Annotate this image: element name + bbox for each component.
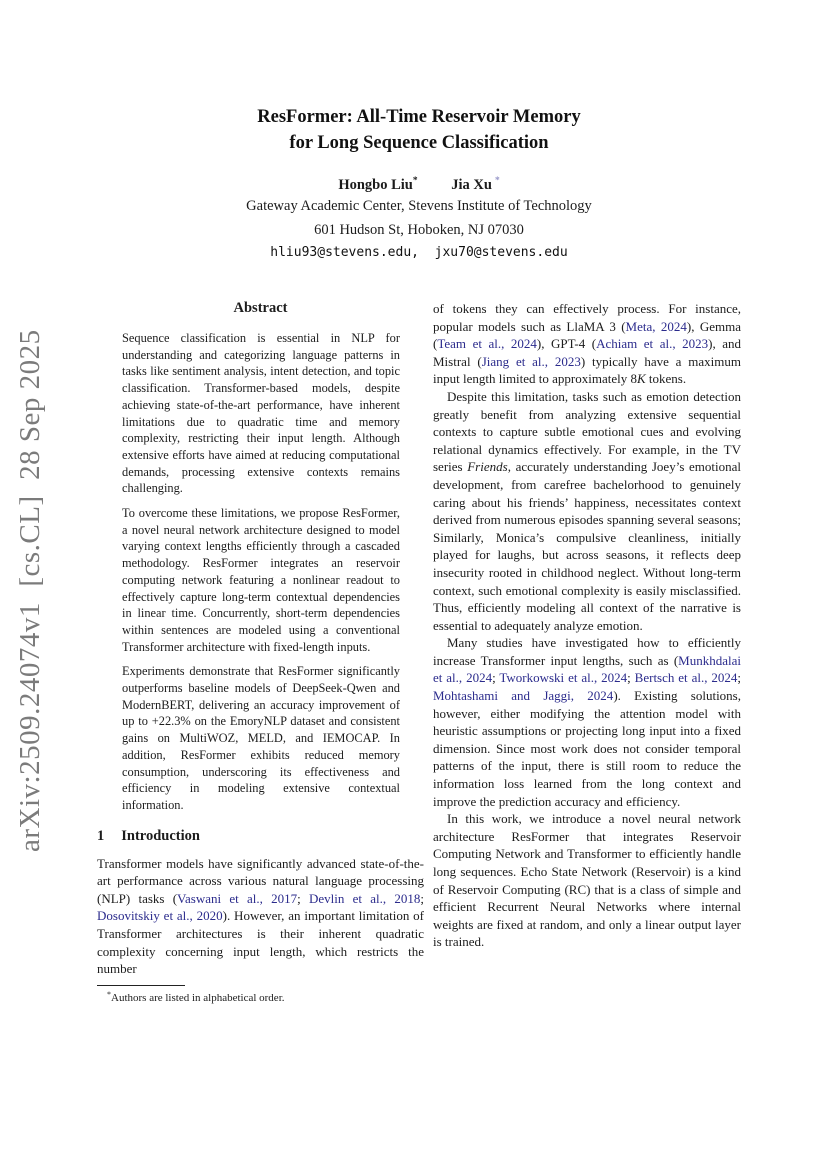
email-links[interactable]: hliu93@stevens.edu, jxu70@stevens.edu	[270, 245, 568, 260]
citation-link[interactable]: Devlin et al., 2018	[308, 890, 421, 906]
author-line	[92, 176, 746, 194]
section-heading-introduction	[97, 828, 424, 845]
abstract-section	[97, 300, 424, 814]
italic-text: Friends	[467, 459, 508, 475]
italic-text: K	[637, 371, 646, 387]
citation-link[interactable]: Munkhdalai et al., 2024	[433, 652, 741, 686]
footnote-marker: *	[107, 989, 111, 999]
body-paragraph: Many studies have investigated how to efficiently increase Transformer input lengths, such as (Munkhdalai et al., 2024; Tworkowski et al., 2024; Bertsch et al., 2024; Mohtashami and Jaggi, 2024). Existing solutions, however, either modifying the attention model with heuristic assumptions or projecting long input into a fixed dimension. Since most work does not consider temporal patterns of the input, there is still room to reduce the information loss learned from the long context and improve the prediction accuracy and efficiency.	[433, 635, 741, 809]
citation-link[interactable]: Bertsch et al., 2024	[634, 670, 738, 686]
footnote-rule	[97, 985, 185, 986]
section-title: Introduction	[121, 827, 200, 844]
intro-paragraph: Transformer models have significantly advanced state-of-the-art performance across various natural language processing (NLP) tasks (Vaswani et al., 2017; Devlin et al., 2018; Dosovitskiy et al., 2020). However, an important limitation of Transformer architectures is their inherent quadratic complexity concerning input length, which restricts the number	[97, 855, 425, 977]
citation-link[interactable]: Tworkowski et al., 2024	[499, 670, 628, 686]
abstract-heading: Abstract	[233, 300, 288, 316]
paper-title-line1: ResFormer: All-Time Reservoir Memory	[257, 107, 581, 127]
abstract-paragraph: Sequence classification is essential in NLP for understanding and categorizing language patterns in tasks like sentiment analysis, intent detection, and topic classification. Transformer-based models, despite achieving state-of-the-art performance, have inherent limitations due to quadratic time and memory complexity, restricting their input length. Although extensive efforts have aimed at reducing computational demands, processing extensive contexts remains challenging.	[122, 331, 400, 496]
affiliation-line1: Gateway Academic Center, Stevens Institute of Technology	[246, 198, 592, 214]
author-footnote-mark: *	[494, 176, 500, 186]
body-paragraph: In this work, we introduce a novel neural network architecture ResFormer that integrates Reservoir Computing Network and Transformer to efficiently handle long sequences. Echo State Network (Reservoir) is a kind of Reservoir Computing (RC) that is a class of simple and efficient Recurrent Neural Networks where internal weights are fixed at random, and only a linear output layer is trained.	[433, 811, 741, 950]
footnote-block	[97, 985, 424, 1004]
paper-header	[92, 104, 746, 260]
section-number: 1	[97, 827, 105, 844]
citation-link[interactable]: Mohtashami and Jaggi, 2024	[433, 688, 614, 704]
body-paragraph: of tokens they can effectively process. For instance, popular models such as LlaMA 3 (Meta, 2024), Gemma (Team et al., 2024), GPT-4 (Achiam et al., 2023), and Mistral (Jiang et al., 2023) typically have a maximum input length limited to approximately 8K tokens.	[433, 301, 742, 387]
citation-link[interactable]: Vaswani et al., 2017	[177, 890, 298, 906]
citation-link[interactable]: Dosovitskiy et al., 2020	[97, 908, 223, 924]
paper-title-line2: for Long Sequence Classification	[289, 133, 549, 153]
affiliation-line2: 601 Hudson St, Hoboken, NJ 07030	[314, 221, 524, 238]
citation-link[interactable]: Team et al., 2024	[437, 336, 537, 352]
body-paragraph: Despite this limitation, tasks such as emotion detection greatly benefit from analyzing extensive sequential contexts to capture subtle emotional cues and evolving relational dynamics effectively. For example, in the TV series Friends, accurately understanding Joey’s emotional development, from carefree bachelorhood to genuinely caring about his friends’ happiness, necessitates context derived from numerous episodes spanning several seasons; Similarly, Monica’s compulsive cleanliness, initially played for laughs, but across seasons, it reflects deep insecurity rooted in childhood neglect. Without long-term context, such emotional complexity is easily misclassified. Thus, efficiently modeling all context of the narrative is essential to adequately analyze emotion.	[433, 388, 741, 633]
citation-link[interactable]: Meta, 2024	[625, 318, 687, 334]
abstract-paragraph: To overcome these limitations, we propose ResFormer, a novel neural network architecture designed to model varying context lengths efficiently through a cascaded methodology. ResFormer integrates an reservoir computing network featuring a nonlinear readout to effectively capture long-term contextual dependencies in linear time. Concurrently, short-term dependencies within sentences are modeled using a conventional Transformer architecture with fixed-length inputs.	[122, 506, 400, 654]
left-column	[97, 300, 424, 1004]
author-footnote-mark: *	[412, 176, 418, 186]
abstract-paragraph: Experiments demonstrate that ResFormer significantly outperforms baseline models of DeepSeek-Qwen and ModernBERT, delivering an accuracy improvement of up to +22.3% on the EmoryNLP dataset and consistent gains on MultiWOZ, MELD, and IEMOCAP. In addition, ResFormer exhibits reduced memory consumption, underscoring its effectiveness and efficiency in modeling extensive contextual information.	[122, 664, 400, 812]
citation-link[interactable]: Achiam et al., 2023	[596, 336, 709, 352]
author-name: Jia Xu *	[451, 176, 500, 193]
author-name: Hongbo Liu*	[338, 176, 418, 193]
right-column	[433, 300, 741, 951]
arxiv-watermark: arXiv:2509.24074v1 [cs.CL] 28 Sep 2025	[14, 329, 46, 852]
citation-link[interactable]: Jiang et al., 2023	[481, 353, 581, 369]
footnote: *Authors are listed in alphabetical order.	[107, 989, 285, 1004]
